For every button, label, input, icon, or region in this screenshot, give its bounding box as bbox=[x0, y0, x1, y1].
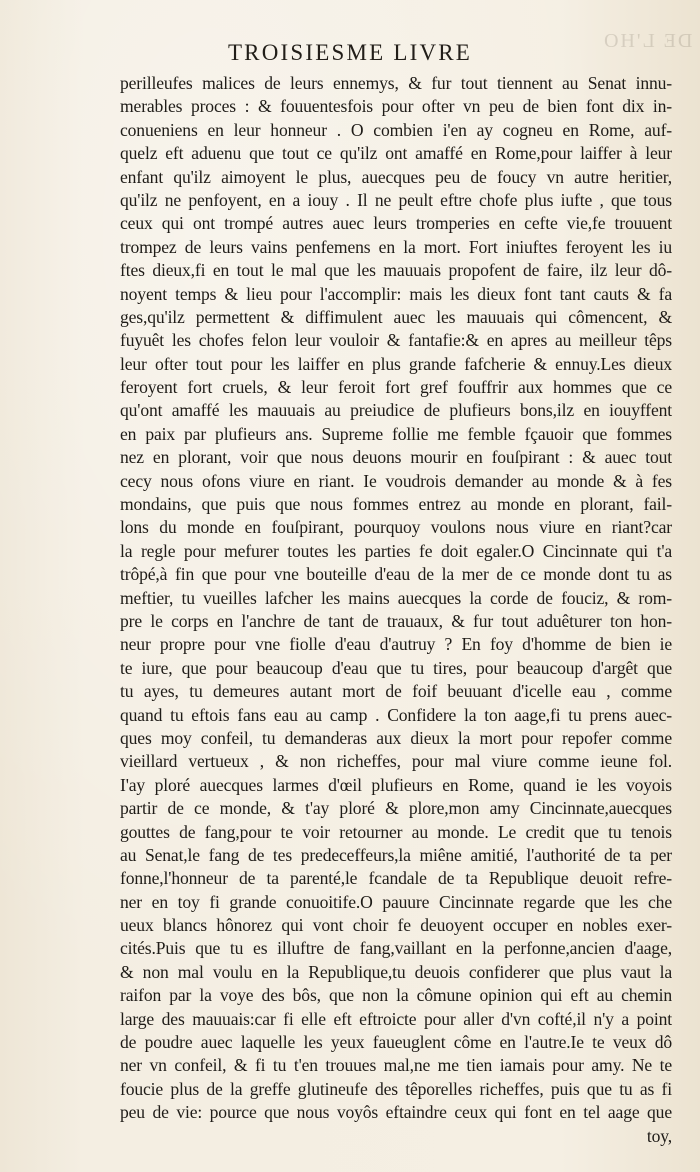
text-line: partir de ce monde, & t'ay ploré & plore,mon amy Cincinnate,auecques bbox=[120, 798, 672, 819]
text-line: ner vn confeil, & fi tu t'en trouues mal,ne me tien iamais pour amy. Ne te bbox=[120, 1055, 672, 1076]
text-line: raifon par la voye des bôs, que non la cômune opinion qui eft au chemin bbox=[120, 985, 672, 1006]
text-line: te iure, que pour beaucoup d'eau que tu tires, pour beaucoup d'argêt que bbox=[120, 657, 672, 678]
text-line: ftes dieux,fi en tout le mal que les mauuais propofent de faire, ilz leur dô- bbox=[120, 260, 672, 281]
text-line: la regle pour mefurer toutes les parties fe doit egaler.O Cincinnate qui t'a bbox=[120, 540, 672, 561]
text-line: perilleufes malices de leurs ennemys, & fur tout tiennent au Senat innu- bbox=[120, 73, 672, 93]
text-line: peu de vie: pource que nous voyôs eftaindre ceux qui font en tel aage que bbox=[120, 1102, 672, 1123]
text-line: merables proces : & fouuentesfois pour ofter vn peu de bien font dix in- bbox=[120, 96, 672, 117]
text-line: mondains, que puis que nous fommes entrez au monde en plorant, fail- bbox=[120, 494, 672, 515]
text-line: ges,qu'ilz permettent & diffimulent auec les mauuais qui cômencent, & bbox=[120, 306, 672, 327]
text-line: neur propre pour vne fiolle d'eau d'autruy ? En foy d'homme de bien ie bbox=[120, 634, 672, 655]
running-head: TROISIESME LIVRE bbox=[227, 40, 473, 65]
text-line: foucie plus de la greffe glutineufe des têporelles richeffes, puis que tu as fi bbox=[120, 1078, 672, 1099]
text-line: trompez de leurs vains penfemens en la mort. Fort iniuftes feroyent les iu bbox=[120, 236, 672, 257]
text-line: I'ay ploré auecques larmes d'œil plufieurs en Rome, quand ie les voyois bbox=[120, 774, 672, 795]
text-line: vieillard vertueux , & non richeffes, pour mal viure comme ieune fol. bbox=[120, 751, 672, 772]
text-line: ner en toy fi grande conuoitife.O pauure Cincinnate regarde que les che bbox=[120, 891, 672, 912]
text-line: de poudre auec laquelle les yeux faueuglent côme en l'autre.Ie te veux dô bbox=[120, 1032, 672, 1053]
text-line: tu ayes, tu demeures autant mort de foif beuuant d'icelle eau , comme bbox=[120, 681, 672, 702]
text-line: quand tu eftois fans eau au camp . Confidere la ton aage,fi tu prens auec- bbox=[120, 704, 672, 725]
text-line: ueux blancs hônorez qui vont choir fe deuoyent occuper en nobles exer- bbox=[120, 915, 672, 936]
text-line: en paix par plufieurs ans. Supreme follie me femble fçauoir que fommes bbox=[120, 423, 672, 444]
text-line: quelz eft aduenu que tout ce qu'ilz ont amaffé en Rome,pour laiffer à leur bbox=[120, 143, 672, 164]
text-line: enfant qu'ilz aimoyent le plus, auecques peu de foucy vn autre heritier, bbox=[120, 166, 672, 187]
text-line: large des mauuais:car fi elle eft eftroicte pour aller d'vn cofté,il n'y a point bbox=[120, 1008, 672, 1029]
text-line: feroyent fort cruels, & leur feroit fort gref fouffrir aux hommes que ce bbox=[120, 377, 672, 398]
text-line: qu'ont amaffé les mauuais au preiudice de plufieurs bons,ilz en iouyffent bbox=[120, 400, 672, 421]
text-line: leur ofter tout pour les laiffer en plus grande fafcherie & ennuy.Les dieux bbox=[120, 353, 672, 374]
text-line: toy, bbox=[646, 1125, 672, 1146]
text-line: trôpé,à fin que pour vne bouteille d'eau de la mer de ce monde dont tu as bbox=[120, 564, 672, 585]
text-line: meftier, tu vueilles lafcher les mains auecques la corde de fouciz, & rom- bbox=[120, 587, 672, 608]
text-line: conueniens en leur honneur . O combien i'en ay cogneu en Rome, auf- bbox=[120, 119, 672, 140]
text-line: fonne,l'honneur de ta parenté,le fcandale de ta Republique deuoit refre- bbox=[120, 868, 672, 889]
text-line: ceux qui ont trompé autres auec leurs tromperies en cefte vie,fe trouuent bbox=[120, 213, 672, 234]
text-line: cités.Puis que tu es illuftre de fang,vaillant en la perfonne,ancien d'aage, bbox=[120, 938, 672, 959]
text-line: gouttes de fang,pour te voir retourner au monde. Le credit que tu tenois bbox=[120, 821, 672, 842]
bleed-through-text: DE L'HO bbox=[601, 30, 692, 52]
text-line: ques moy confeil, tu demanderas aux dieux la mort pour repofer comme bbox=[120, 727, 672, 748]
text-line: nez en plorant, voir que nous deuons mourir en fouſpirant : & auec tout bbox=[120, 447, 672, 468]
text-line: qu'ilz ne penfoyent, en a iouy . Il ne peult eftre chofe plus iufte , que tous bbox=[120, 189, 672, 210]
body-text bbox=[120, 72, 672, 1148]
text-line: & non mal voulu en la Republique,tu deuois confiderer que plus vaut la bbox=[120, 961, 672, 982]
text-line: cecy nous ofons viure en riant. Ie voudrois demander au monde & à fes bbox=[120, 470, 672, 491]
text-line: noyent temps & lieu pour l'accomplir: mais les dieux font tant cauts & fa bbox=[120, 283, 672, 304]
text-line: pre le corps en l'anchre de tant de trauaux, & fur tout aduêturer ton hon- bbox=[120, 610, 672, 631]
text-line: fuyuêt les chofes felon leur vouloir & fantafie:& en apres au meilleur têps bbox=[120, 330, 672, 351]
text-line: lons du monde en fouſpirant, pourquoy voulons nous viure en riant?car bbox=[120, 517, 672, 538]
text-line: au Senat,le fang de tes predeceffeurs,la miêne amitié, l'authorité de ta per bbox=[120, 844, 672, 865]
